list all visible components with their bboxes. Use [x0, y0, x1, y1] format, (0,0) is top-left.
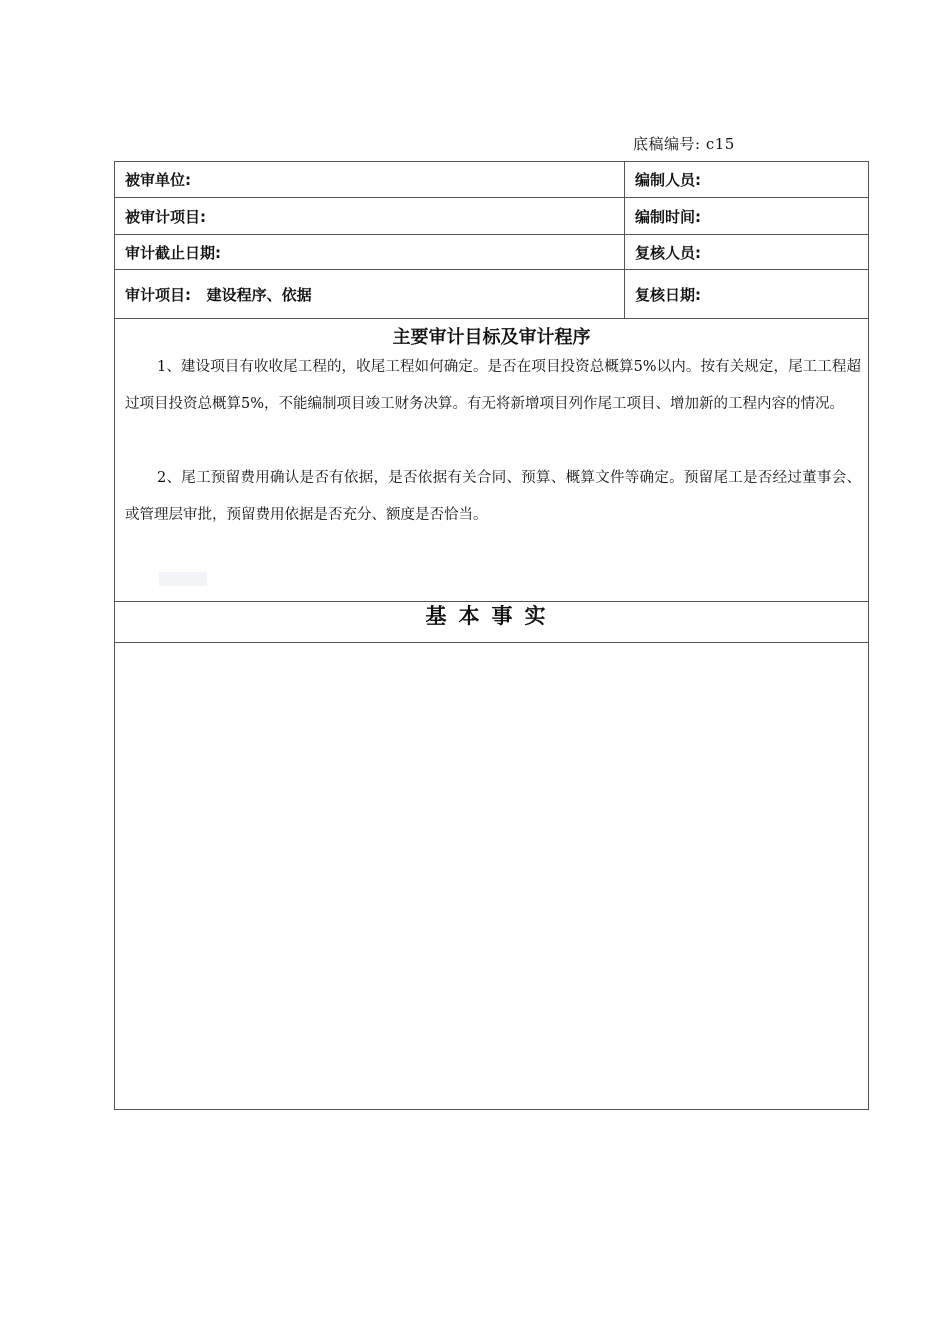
- audited-project-label: 被审计项目:: [125, 207, 206, 226]
- objective-item-2: 2、尾工预留费用确认是否有依据，是否依据有关合同、预算、概算文件等确定。预留尾工是否经过董事会、或管理层审批，预留费用依据是否充分、额度是否恰当。: [125, 470, 861, 523]
- info-row-cutoff: [115, 235, 868, 270]
- cutoff-date-label: 审计截止日期:: [125, 243, 221, 262]
- document-number-label: 底稿编号:: [633, 135, 701, 153]
- info-row-project: [115, 198, 868, 235]
- audit-form: [114, 161, 869, 1110]
- facts-header: [115, 602, 868, 643]
- objectives-title: 主要审计目标及审计程序: [392, 327, 591, 348]
- auditee-label: 被审单位:: [125, 171, 191, 189]
- objectives-section: [115, 319, 868, 602]
- facts-title: 基本事实: [425, 604, 558, 628]
- document-number-value: c15: [705, 135, 735, 153]
- info-row-audit-item: [115, 270, 868, 319]
- review-date-label: 复核日期:: [635, 285, 701, 304]
- audit-item-label: 审计项目: 建设程序、依据: [125, 285, 312, 304]
- objective-item-1: 1、建设项目有收收尾工程的，收尾工程如何确定。是否在项目投资总概算5%以内。按有关规定，尾工工程超过项目投资总概算5%，不能编制项目竣工财务决算。有无将新增项目列作尾工项目、增加新的工程内容的情况。: [125, 359, 861, 412]
- preparer-label: 编制人员:: [635, 171, 701, 189]
- prepared-time-label: 编制时间:: [635, 207, 701, 226]
- document-number: [633, 133, 735, 154]
- facts-content-area: [125, 652, 855, 1102]
- info-row-auditee: [115, 162, 868, 198]
- reviewer-label: 复核人员:: [635, 243, 701, 262]
- faint-mark: [159, 572, 207, 586]
- column-divider: [624, 162, 625, 319]
